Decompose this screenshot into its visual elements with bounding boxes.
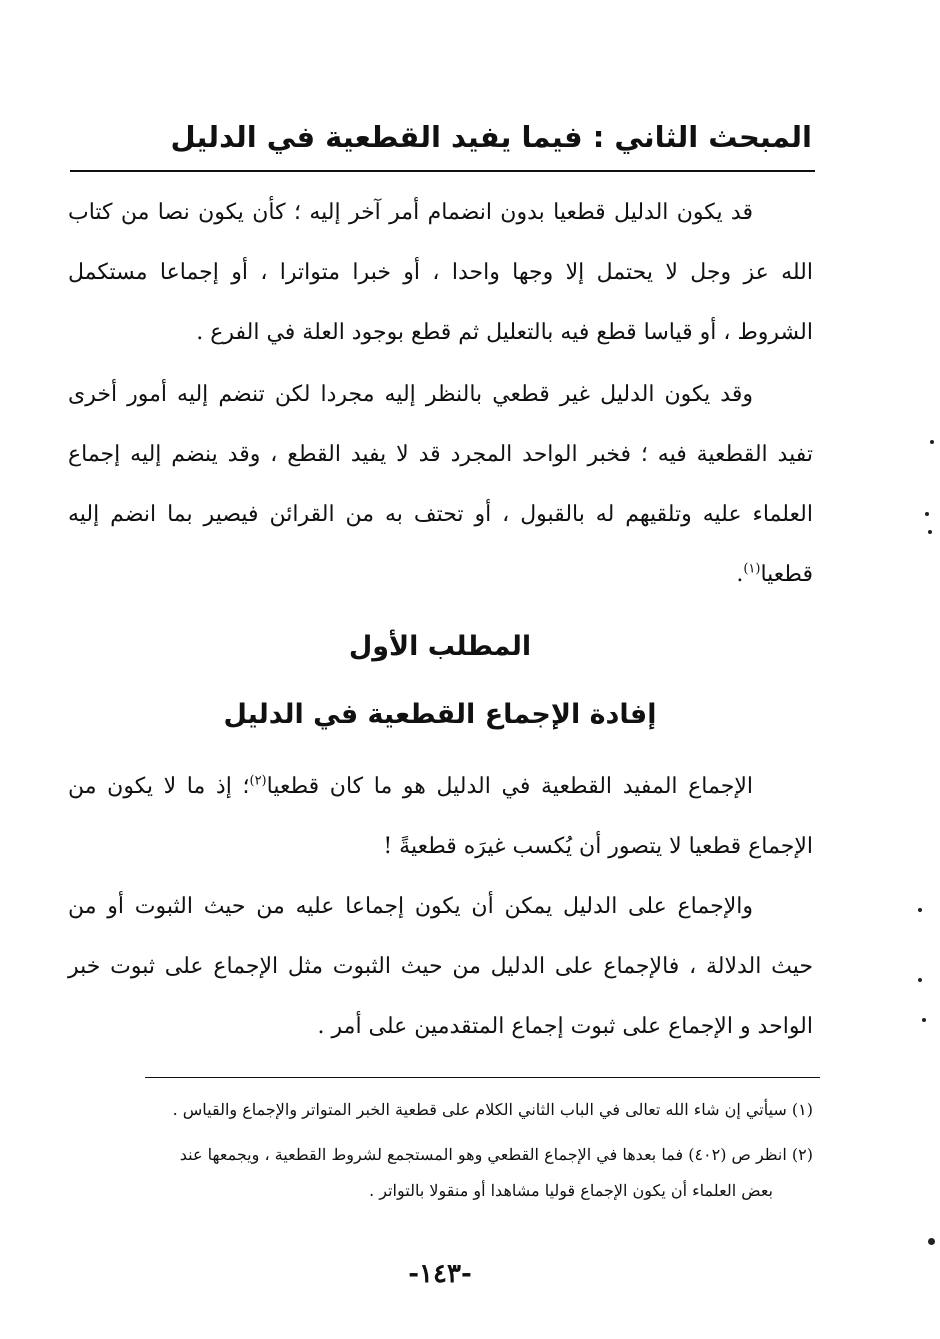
footnote-2 xyxy=(68,1137,813,1209)
page-number: -١٤٣- xyxy=(408,1259,472,1289)
scan-speck xyxy=(928,1238,935,1245)
footnote-rule xyxy=(145,1077,820,1078)
intro-paragraph-2-end: . xyxy=(736,562,744,587)
body-paragraph-2 xyxy=(68,877,813,1057)
scan-speck xyxy=(925,512,929,516)
chapter-header-title: المبحث الثاني : فيما يفيد القطعية في الدليل xyxy=(170,120,812,154)
footnote-1: (١) سيأتي إن شاء الله تعالى في الباب الثاني الكلام على قطعية الخبر المتواتر والإجماع والقياس . xyxy=(172,1100,813,1119)
intro-paragraph-2-text: وقد يكون الدليل غير قطعي بالنظر إليه مجردا لكن تنضم إليه أمور أخرى تفيد القطعية فيه ؛ فخبر الواحد المجرد قد لا يفيد القطع ، وقد ينضم إليه إجماع العلماء عليه وتلقيهم له بالقبول ، أو تحتف به من القرائن فيصير بما انضم إليه قطعيا xyxy=(68,382,813,587)
scan-speck xyxy=(918,908,922,912)
body-paragraph-2-text: والإجماع على الدليل يمكن أن يكون إجماعا عليه من حيث الثبوت أو من حيث الدلالة ، فالإجماع على الدليل من حيث الثبوت مثل الإجماع على ثبوت خبر الواحد و الإجماع على ثبوت إجماع المتقدمين على أمر . xyxy=(68,894,813,1039)
scan-speck xyxy=(918,978,922,982)
footnote-2-line-1: (٢) انظر ص (٤٠٢) فما بعدها في الإجماع القطعي وهو المستجمع لشروط القطعية ، ويجمعها عند xyxy=(179,1145,813,1164)
intro-paragraph-1 xyxy=(68,183,813,363)
header-rule xyxy=(70,170,815,172)
body-paragraph-1-text-a: الإجماع المفيد القطعية في الدليل هو ما كان قطعيا xyxy=(266,774,753,799)
section-subheading: إفادة الإجماع القطعية في الدليل xyxy=(223,699,657,730)
scan-speck xyxy=(928,530,932,534)
footnote-ref-1: (١) xyxy=(743,561,761,577)
body-paragraph-1 xyxy=(68,757,813,877)
body-paragraph-1-text-b: ؛ إذ ما لا يكون من الإجماع قطعيا لا يتصور أن يُكسب غيرَه قطعيةً ! xyxy=(68,774,813,859)
intro-paragraph-2 xyxy=(68,365,813,605)
scan-speck xyxy=(930,440,934,444)
footnote-2-line-2: بعض العلماء أن يكون الإجماع قوليا مشاهدا أو منقولا بالتواتر . xyxy=(369,1181,773,1200)
intro-paragraph-1-text: قد يكون الدليل قطعيا بدون انضمام أمر آخر إليه ؛ كأن يكون نصا من كتاب الله عز وجل لا يحتمل إلا وجها واحدا ، أو خبرا متواترا ، أو إجماعا مستكمل الشروط ، أو قياسا قطع فيه بالتعليل ثم قطع بوجود العلة في الفرع . xyxy=(68,200,813,345)
footnote-ref-2: (٢) xyxy=(249,773,267,789)
section-heading: المطلب الأول xyxy=(348,631,532,662)
scan-speck xyxy=(922,1018,926,1022)
